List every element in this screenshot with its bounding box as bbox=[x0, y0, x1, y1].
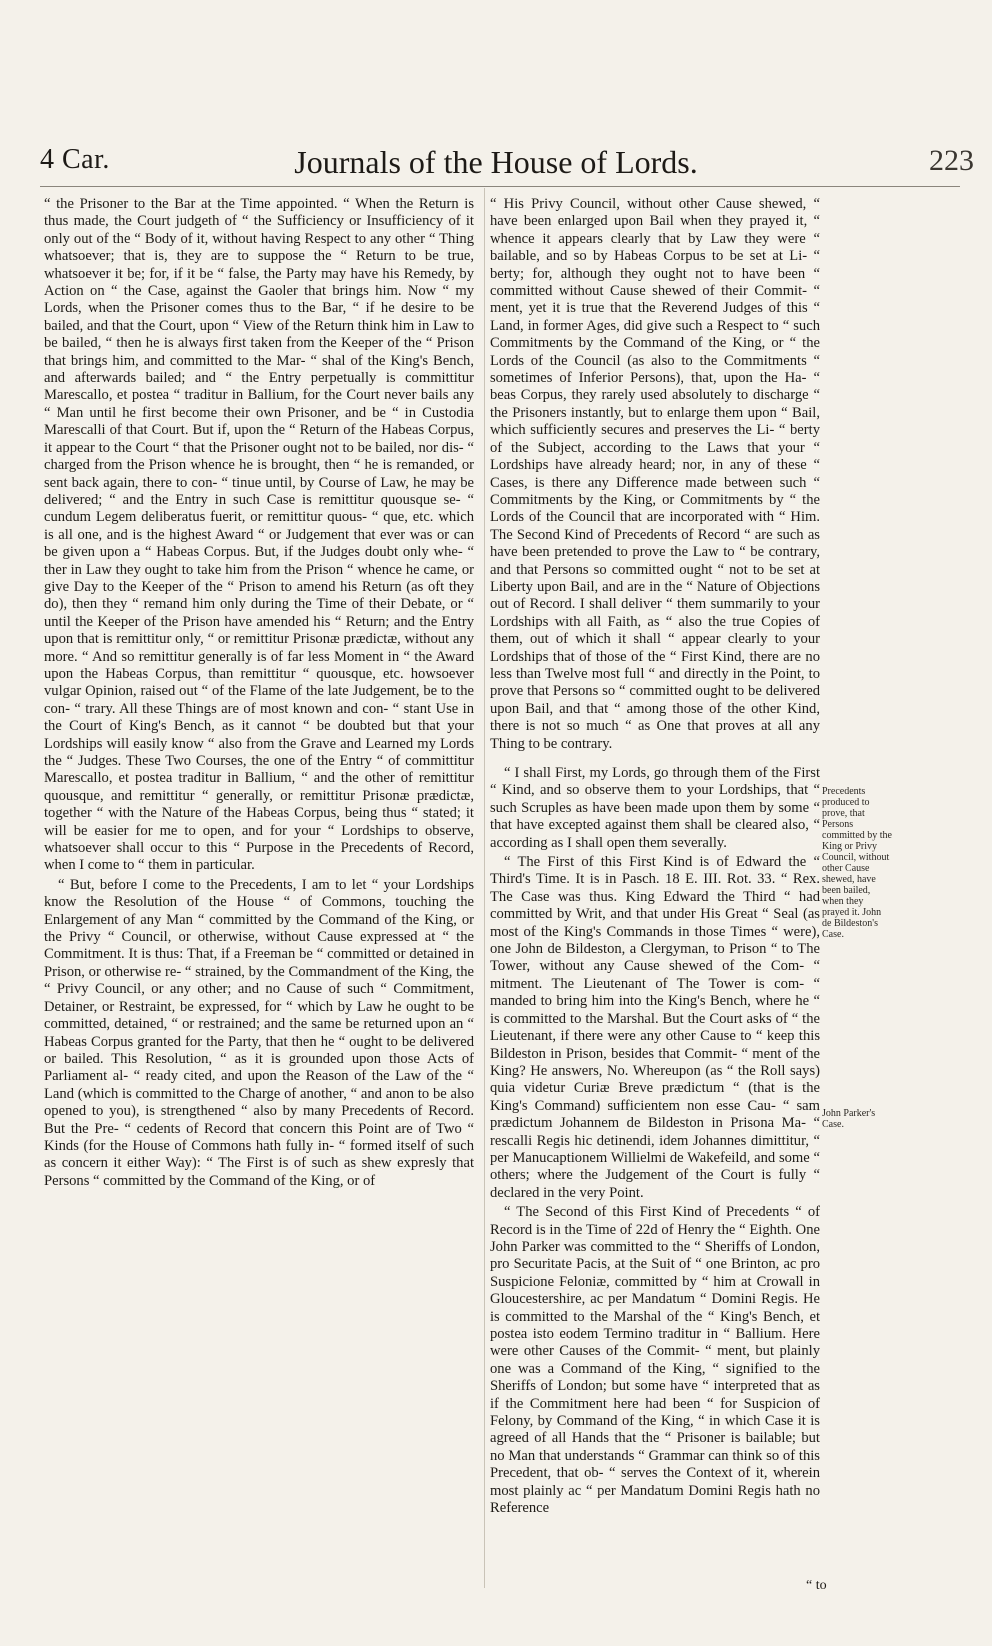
header-rule bbox=[40, 186, 960, 187]
regnal-year: 4 Car. bbox=[40, 144, 110, 175]
column-divider bbox=[484, 188, 485, 1588]
right-paragraph-2: “ I shall First, my Lords, go through them of the First “ Kind, and so observe them to your Lordships, that “ such Scruples as have been made upon them by some “ that have excepted against them shall be cleared also, “ according as I shall open them severally. bbox=[490, 765, 820, 851]
left-paragraph-2: “ But, before I come to the Precedents, I am to let “ your Lordships know the Resolution of the House “ of Commons, touching the Enlargement of any Man “ committed by the Command of the King, or the Privy “ Council, or otherwise, without Cause expressed at “ the Commitment. It is thus: That, if a Freeman be “ committed or detained in Prison, or otherwise re- “ strained, by the Commandment of the King, the “ Privy Council, or any other; and no Cause of such “ Commitment, Detainer, or Restraint, be expressed, for “ which by Law he ought to be committed, detained, “ or restrained; and the same be returned upon an “ Habeas Corpus granted for the Party, that then he “ ought to be delivered or bailed. This Resolution, “ as it is grounded upon those Acts of Parliament al- “ ready cited, and upon the Reason of the Law of the “ Land (which is committed to the Charge of another, “ and anon to be also opened to you), is strengthened “ also by many Precedents of Record. But the Pre- “ cedents of Record that concern this Point are of Two “ Kinds (for the House of Commons hath fully in- “ formed itself of such as concern it either Way): “ The First is of such as shew expresly that Persons “ committed by the Command of the King, or of bbox=[44, 876, 474, 1189]
right-paragraph-3: “ The First of this First Kind is of Edward the “ Third's Time. It is in Pasch. 18 E. III. Rot. 33. “ Rex. The Case was thus. King Edward the Third “ had committed by Writ, and that under His Great “ Seal (as most of the King's Commands in those Times “ were), one John de Bildeston, a Clergyman, to Prison “ to The Tower, without any Cause shewed of the Com- “ mitment. The Lieutenant of The Tower is com- “ manded to bring him into the King's Bench, where he “ is committed to the Marshal. But the Court asks of “ the Lieutenant, if there were any other Cause to “ keep this Bildeston in Prison, besides that Commit- “ ment of the King? He answers, No. Whereupon (as “ the Roll says) quia videtur Curiæ Breve prædictum “ (that is the King's Command) sufficientem non esse Cau- “ sam prædictum Johannem de Bildeston in Prisona Ma- “ rescalli Regis hic detinendi, idem Johannes dimittitur, “ per Manucaptionem Willielmi de Wakefeild, and some “ others; where the Judgement of the Court is fully “ declared in the very Point. bbox=[490, 854, 820, 1201]
left-paragraph-1: “ the Prisoner to the Bar at the Time appointed. “ When the Return is thus made, the Court judgeth of “ the Sufficiency or Insufficiency of it only out of the “ Body of it, without having Respect to any other “ Thing whatsoever; that is, they are to suppose the “ Return to be true, whatsoever it be; for, if it be “ false, the Party may have his Remedy, by Action on “ the Case, against the Gaoler that brings him. Now “ my Lords, when the Prisoner comes thus to the Bar, “ if he desire to be bailed, and that the Court, upon “ View of the Return think him in Law to be bailed, “ then he is always first taken from the Keeper of the “ Prison that brings him, and committed to the Mar- “ shal of the King's Bench, and afterwards bailed; and “ the Entry perpetually is committitur Marescallo, et postea “ traditur in Ballium, for the Court never bails any “ Man until he first become their own Prisoner, and be “ in Custodia Marescalli of that Court. But if, upon the “ Return of the Habeas Corpus, it appear to the Court “ that the Prisoner ought not to be bailed, nor dis- “ charged from the Prison whence he is brought, then “ he is remanded, or sent back again, there to con- “ tinue until, by Course of Law, he may be delivered; “ and the Entry in such Case is remittitur quousque se- “ cundum Legem deliberatus fuerit, or remittitur quous- “ que, etc. which is all one, and is the highest Award “ or Judgement that ever was or can be given upon a “ Habeas Corpus. But, if the Judges doubt only whe- “ ther in Law they ought to take him from the Prison “ whence he came, or give Day to the Keeper of the “ Prison to amend his Return (as oft they do), then they “ remand him only during the Time of their Debate, or “ until the Keeper of the Prison have amended his “ Return; and the Entry upon that is remittitur only, “ or remittitur Prisonæ prædictæ, without any more. “ And so remittitur generally is of far less Moment in “ the Award upon the Habeas Corpus, than remittitur “ quousque, etc. howsoever vulgar Opinion, raised out “ of the Flame of the late Judgement, be to the con- “ trary. All these Things are of most known and con- “ stant Use in the Court of King's Bench, as it cannot “ be doubted but that your Lordships will easily know “ also from the Grave and Learned my Lords the “ Judges. These Two Courses, the one of the Entry “ of committitur Marescallo, et postea traditur in Ballium, “ and the other of remittitur quousque, and remittitur “ generally, or remittitur Prisonæ prædictæ, together “ with the Nature of the Habeas Corpus, being thus “ stated; it will be easier for me to open, and for your “ Lordships to observe, whatsoever shall occur to this “ Purpose in the Precedents of Record, when I come to “ them in particular. bbox=[44, 196, 474, 874]
page-title: Journals of the House of Lords. bbox=[294, 144, 698, 180]
catchword: “ to bbox=[806, 1578, 827, 1593]
margin-note-bildeston: Precedents produced to prove, that Persons committed by the King or Privy Council, without other Cause shewed, have been bailed, when they prayed it. John de Bildeston's Case. bbox=[822, 786, 892, 940]
right-paragraph-1: “ His Privy Council, without other Cause shewed, “ have been enlarged upon Bail when they prayed it, “ whence it appears clearly that by Law they were “ bailable, and so by Habeas Corpus to be set at Li- “ berty; for, although they ought not to have been “ committed without Cause shewed of their Commit- “ ment, yet it is true that the Reverend Judges of this “ Land, in former Ages, did give such a Respect to “ such Commitments by the Command of the King, or “ the Lords of the Council (as also to the Commitments “ sometimes of Inferior Persons), that, upon the Ha- “ beas Corpus, they rarely used absolutely to discharge “ the Prisoners instantly, but to enlarge them upon “ Bail, which sufficiently secures and preserves the Li- “ berty of the Subject, according to the Laws that your “ Lordships have already heard; nor, in any of these “ Cases, is there any Difference made between such “ Commitments by the King, or Commitments by “ the Lords of the Council that are incorporated with “ Him. The Second Kind of Precedents of Record “ are such as have been pretended to prove the Law to “ be contrary, and that Persons so committed ought “ not to be set at Liberty upon Bail, and are in the “ Nature of Objections out of Record. I shall deliver “ them summarily to your Lordships with all Faith, as “ also the true Copies of them, out of which it shall “ appear clearly to your Lordships that of those of the “ First Kind, there are no less than Twelve most full “ and directly in the Point, to prove that Persons so “ committed ought to be delivered upon Bail, and that “ among those of the other Kind, there is not so much “ as One that proves at all any Thing to be contrary. bbox=[490, 196, 820, 752]
right-paragraph-4: “ The Second of this First Kind of Precedents “ of Record is in the Time of 22d of Henry the “ Eighth. One John Parker was committed to the “ Sheriffs of London, pro Securitate Pacis, at the Suit of “ one Brinton, ac pro Suspicione Feloniæ, committed by “ him at Crowall in Gloucestershire, ac per Mandatum “ Domini Regis. He is committed to the Marshal of the “ King's Bench, et postea isto eodem Termino traditur in “ Ballium. Here were other Causes of the Commit- “ ment, but plainly one was a Command of the King, “ signified to the Sheriffs of London; but some have “ interpreted that as if the Commitment here had been “ for Suspicion of Felony, by Command of the King, “ in which Case it is agreed of all Hands that the “ Prisoner is bailable; but no Man that understands “ Grammar can think so of this Precedent, that ob- “ serves the Context of it, wherein most plainly ac “ per Mandatum Domini Regis hath no Reference bbox=[490, 1204, 820, 1517]
margin-note-parker: John Parker's Case. bbox=[822, 1108, 876, 1130]
right-column bbox=[490, 196, 820, 1519]
left-column bbox=[44, 196, 474, 1192]
page-number: 223 bbox=[929, 144, 974, 177]
